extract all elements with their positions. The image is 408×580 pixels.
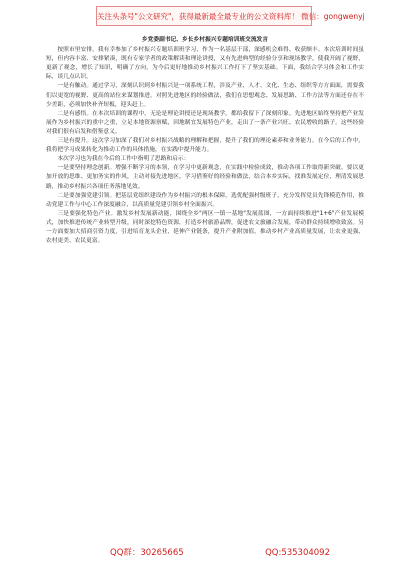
- paragraph: 一是要坚持理念创新。增强不断学习的本领，在学习中更新观念，在实践中检验成效，推动各项工作取得新突破。要以更加开放的思维、更加务实的作风，主动对接先进地区，学习借鉴好的经验和做法，结合本乡实际，找准发展定位，理清发展思路，推动乡村振兴各项任务落地见效。: [46, 165, 364, 190]
- document-body: [46, 36, 364, 246]
- qq-group-text: QQ群：30265665: [110, 548, 184, 558]
- document-title: 乡党委副书记、乡长乡村振兴专题培训班交流发言: [141, 37, 269, 43]
- paragraph: 本次学习也为我在今后的工作中指明了思路和启示：: [57, 156, 190, 163]
- qq-text: QQ:535304092: [265, 548, 330, 558]
- paragraph: 三是有提升。这次学习加深了我们对乡村振兴战略的理解和把握，提升了我们的理论素养和业务能力。在今后的工作中，我将把学习成果转化为推动工作的具体措施，在实践中提升能力。: [46, 138, 364, 154]
- paragraph: 二是要加强党建引领。把基层党组织建设作为乡村振兴的根本保障，选优配强村级班子，充分发挥党员先锋模范作用，推动党建工作与中心工作深度融合，以高质量党建引领乡村全面振兴。: [46, 192, 364, 208]
- paragraph: 三是要强化特色产业。激发乡村发展新动能，围绕全乡"两区一镇一基地"发展蓝图，一方面持续推进"1+6"产业发展模式，加快推进传统产业转型升级，同时深挖特色资源，打造乡村旅游品牌，促进农文旅融合发展，带动群众持续增收致富。另一方面要加大招商引资力度，引进培育龙头企业，延伸产业链条，提升产业附加值，推动乡村产业高质量发展，让农业更强、农村更美、农民更富。: [46, 210, 364, 245]
- paragraph: 按照市里安排，我有幸参加了乡村振兴专题培训班学习，作为一名基层干部，深感机会难得、收获颇丰。本次培训时间虽短，但内容丰富、安排紧凑，既有专家学者的政策解读和理论讲授，又有先进典型的经验分享和现场教学，使我开阔了视野，更新了观念，增长了知识，明确了方向，为今后更好地推动乡村振兴工作打下了坚实基础。下面，我结合学习体会和工作实际，谈几点认识。: [46, 47, 364, 81]
- paragraph: 一是有触动。通过学习，深刻认识到乡村振兴是一项系统工程，涉及产业、人才、文化、生态、组织等方方面面，需要我们以更宽的视野、更高的站位来谋划推进。对照先进地区的经验做法，我们在思想观念、发展思路、工作方法等方面还存在不少差距，必须加快补齐短板，迎头赶上。: [46, 83, 364, 108]
- paragraph: 二是有感悟。在本次培训的课程中，无论是理论讲授还是现场教学，都给我留下了深刻印象。先进地区始终坚持把产业发展作为乡村振兴的重中之重，立足本地资源禀赋，因地制宜发展特色产业，走出了一条产业兴旺、农民增收的路子。这些经验对我们很有启发和借鉴意义。: [46, 110, 364, 135]
- promo-banner: 关注头条号"公文研究"，获得最新最全最专业的公文资料库！ 微信：gongwenyj: [96, 6, 312, 26]
- contact-footer: [110, 546, 330, 560]
